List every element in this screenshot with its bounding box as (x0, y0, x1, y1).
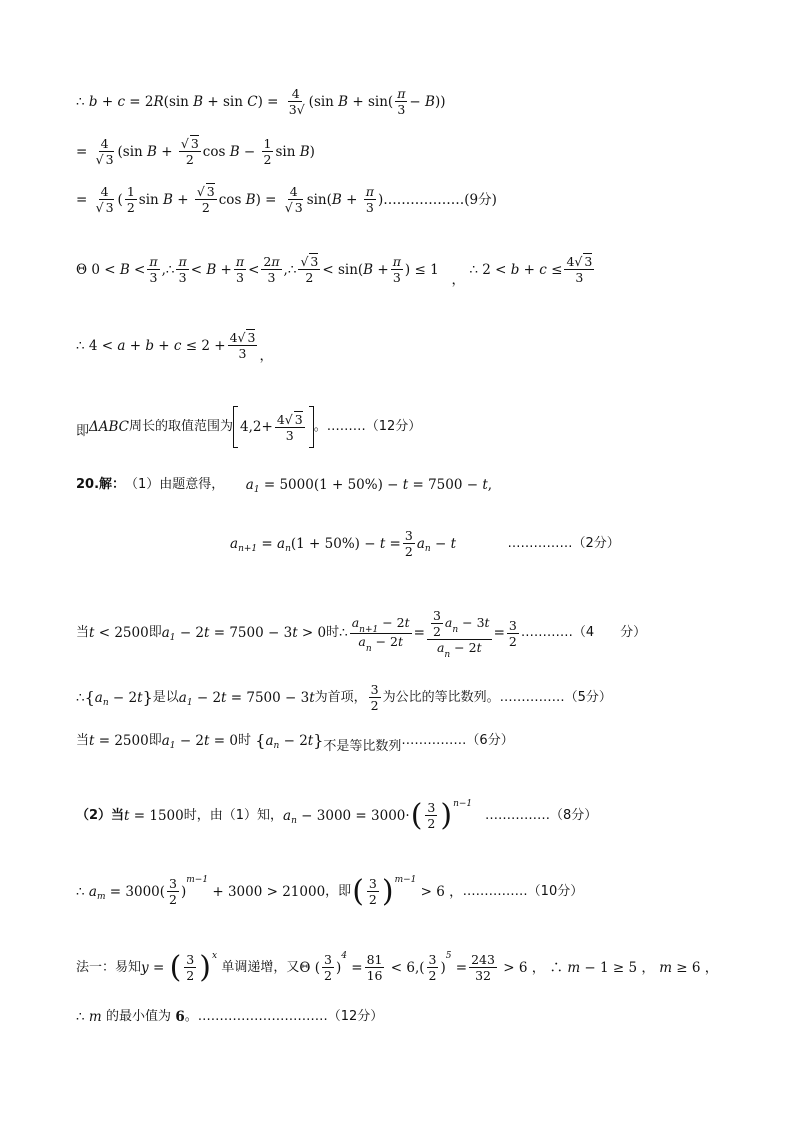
line-15: ∴ m 的最小值为 6 。 …………………………（12分） (76, 1009, 384, 1025)
score-10: ……………（10分） (462, 883, 584, 899)
line-4: Θ 0 < B < $\frac{\pi}{3}$ ,∴ $\frac{\pi}{3}$ < B + $\frac{\pi}{3}$ < $\frac{2\pi}{3}$ ,∴ $\frac{√ 3}{2}$ < sin( B + $\frac{\pi}{3}$ ) ≤ 1 ， ∴ 2 < b + c ≤ $\frac{4√ 3}{3}$ (76, 254, 593, 288)
line-13: ∴ a m = 3000( $\frac{3}{2}$ ) m−1 + 3000 > 21000 ，即 ( $\frac{3}{2}$ ) m−1 > 6 ， ……………（10分） (76, 873, 584, 909)
line-10: ∴ { a n − 2 t } 是以 a 1 − 2 t = 7500 − 3 t 为首项， $\frac{3}{2}$ 为公比的等比数列。 ……………（5分） (76, 682, 612, 713)
score-5: ……………（5分） (499, 689, 612, 705)
score-12b: …………………………（12分） (197, 1009, 384, 1024)
line-1: ∴ b + c = 2 R (sin B + sin C ) = $\frac{4}{3√}$ (sin B + sin( $\frac{\pi}{3}$ − B )) (76, 86, 446, 117)
score-2: ……………（2分） (507, 535, 620, 551)
line-6: 即 ΔABC 周长的取值范围为 4,2+ $\frac{4√ 3}{3}$ 。………（12分） (76, 406, 421, 448)
line-9: 当 t < 2500 即 a 1 − 2 t = 7500 − 3 t > 0 时 ∴ $\frac{a_{n+1} - 2t}{a_n - 2t}$ = $\frac{3}{2}$ $a_n - 3t$ $a_n - 2t$ = $\frac{3}{2}$ …………（4 分） (76, 608, 647, 660)
score-9: ………………(9分) (383, 191, 497, 208)
score-12a: 。………（12分） (313, 419, 422, 434)
line-3: = $\frac{4}{√ 3}$ ( $\frac{1}{2}$ sin B + $\frac{√ 3}{2}$ cos B ) = $\frac{4}{√ 3}$ sin( B + $\frac{\pi}{3}$ ) ………………(9分) (76, 184, 497, 215)
line-5: ∴ 4 < a + b + c ≤ 2 + $\frac{4√ 3}{3}$ ， (76, 330, 273, 364)
score-6: ……………（6分） (401, 733, 514, 748)
line-12: （2）当 t = 1500 时，由（1）知， a n − 3000 = 3000· ( $\frac{3}{2}$ ) n−1 ……………（8分） (76, 797, 598, 833)
line-11: 当 t = 2500 即 a 1 − 2 t = 0 时 { a n − 2 t } 不是等比数列 ……………（6分） (76, 731, 514, 754)
line-14: 法一：易知 y = ( $\frac{3}{2}$ ) x 单调递增，又 Θ ( $\frac{3}{2}$ ) 4 = $\frac{81}{16}$ < 6,( $\frac{3}{2}$ ) 5 = $\frac{243}{32}$ > 6 ， ∴ m − 1 ≥ 5 ， m ≥ 6 ， (76, 949, 719, 985)
line-2: = $\frac{4}{√ 3}$ (sin B + $\frac{√ 3}{2}$ cos B − $\frac{1}{2}$ sin B ) (76, 136, 315, 167)
score-4: …………（4 分） (520, 625, 647, 640)
score-8: ……………（8分） (485, 807, 598, 823)
line-8: a n+1 = a n (1 + 50%) − t = $\frac{3}{2}$ a n − t ……………（2分） (230, 528, 620, 559)
line-7: 20.解： （1）由题意得， a 1 = 5000(1 + 50%) − t = 7500 − t , (76, 477, 493, 495)
